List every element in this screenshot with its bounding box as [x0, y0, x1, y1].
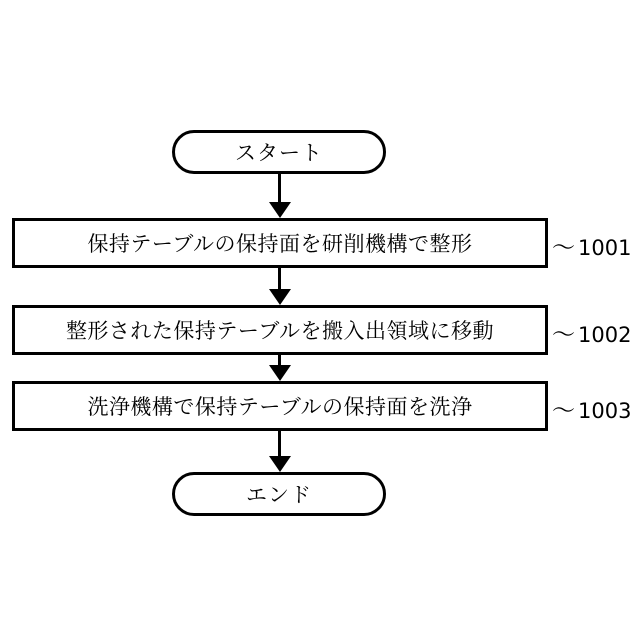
flow-node-end-label: エンド	[246, 483, 312, 507]
connector-step3-to-end	[278, 431, 281, 458]
callout-1002	[552, 318, 631, 351]
callout-1002-text: 1002	[578, 322, 632, 347]
callout-1001-text: 1001	[578, 235, 632, 260]
callout-1001-marker: 〜	[552, 235, 575, 261]
arrowhead-step3-to-end	[269, 456, 291, 472]
callout-1003-text: 1003	[578, 398, 632, 423]
callout-1001	[552, 231, 631, 264]
callout-1003-marker: 〜	[552, 398, 575, 424]
flow-node-end	[172, 472, 386, 516]
flow-node-step2-label: 整形された保持テーブルを搬入出領域に移動	[65, 319, 495, 343]
arrowhead-step1-to-step2	[269, 289, 291, 305]
flow-node-start-label: スタート	[235, 141, 323, 165]
flow-node-step3	[12, 381, 548, 431]
connector-step1-to-step2	[278, 268, 281, 291]
callout-1002-marker: 〜	[552, 322, 575, 348]
arrowhead-start-to-step1	[269, 202, 291, 218]
flow-node-start	[172, 130, 386, 174]
flow-node-step2	[12, 305, 548, 355]
flow-node-step1-label: 保持テーブルの保持面を研削機構で整形	[87, 232, 473, 256]
flow-node-step3-label: 洗浄機構で保持テーブルの保持面を洗浄	[87, 395, 473, 419]
callout-1003	[552, 394, 631, 427]
connector-start-to-step1	[278, 174, 281, 204]
arrowhead-step2-to-step3	[269, 365, 291, 381]
flow-node-step1	[12, 218, 548, 268]
